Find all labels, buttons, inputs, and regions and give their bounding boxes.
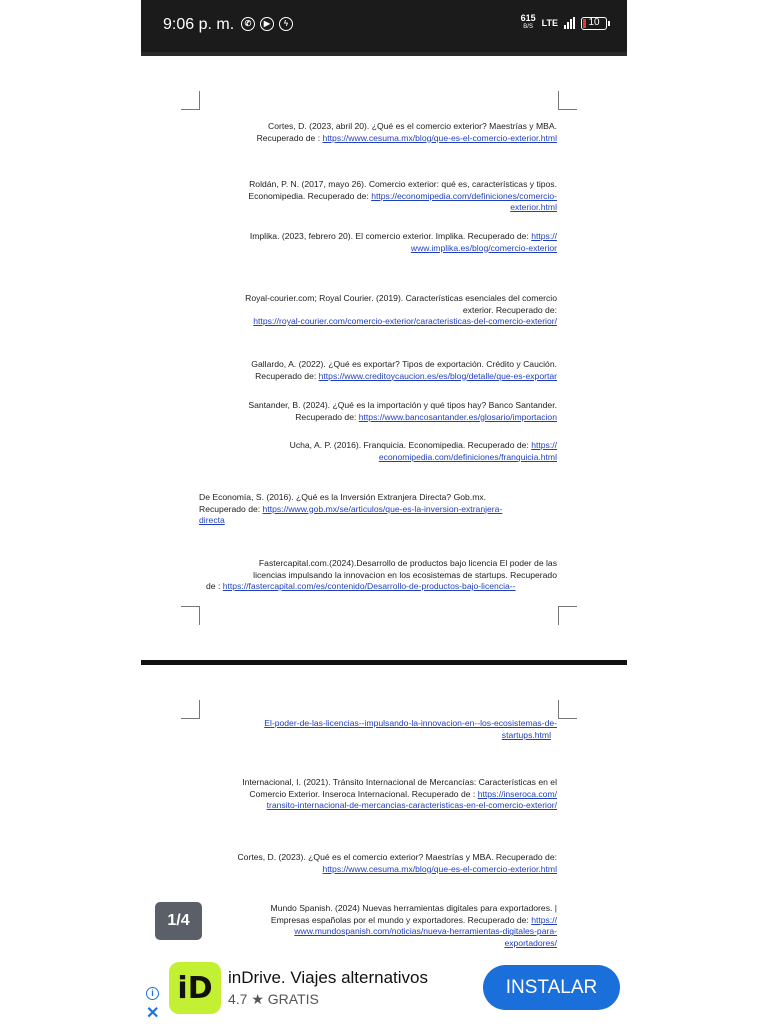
ad-banner[interactable] [141, 955, 627, 1024]
reference-entry: Fastercapital.com.(2024).Desarrollo de productos bajo licencia El poder de las licencias impulsando la innovacion en los ecosistemas de startups. Recuperado de : https://fastercapital.com/es/contenido/Desarrollo-de-productos-bajo-licencia-- [206, 558, 557, 592]
ad-rating: 4.7 ★ GRATIS [228, 991, 319, 1007]
reference-link[interactable]: www.implika.es/blog/comercio-exterior [410, 242, 557, 253]
reference-link[interactable]: https:// [531, 231, 557, 241]
reference-entry: Ucha, A. P. (2016). Franquicia. Economipedia. Recuperado de: https:// economipedia.com/definiciones/franquicia.html [289, 440, 557, 462]
lte-indicator: LTE [541, 18, 558, 28]
network-speed: 615 B/S [520, 13, 536, 30]
reference-link[interactable]: directa [199, 515, 225, 526]
status-bar [141, 0, 627, 52]
battery-icon [581, 17, 607, 30]
indrive-logo[interactable]: iD [169, 962, 221, 1014]
signal-icon [564, 17, 575, 29]
reference-link[interactable]: El-poder-de-las-licencias--impulsando-la-innovacion-en--los-ecosistemas-de- [264, 718, 557, 728]
reference-entry: Cortes, D. (2023, abril 20). ¿Qué es el comercio exterior? Maestrías y MBA. Recuperado de : https://www.cesuma.mx/blog/que-es-el-comercio-exterior.html [256, 121, 557, 143]
ad-title[interactable]: inDrive. Viajes alternativos [228, 968, 428, 987]
reference-link[interactable]: https://inseroca.com/ [477, 788, 557, 799]
reference-link[interactable]: https://www.cesuma.mx/blog/que-es-el-comercio-exterior.html [322, 132, 557, 143]
ad-close-icon[interactable]: ✕ [146, 1005, 160, 1022]
page-indicator: 1/4 [155, 902, 202, 940]
crop-mark [181, 91, 200, 110]
messenger-icon: ϟ [279, 17, 293, 31]
crop-mark [181, 700, 200, 719]
reference-entry: Internacional, I. (2021). Tránsito Internacional de Mercancías: Características en el Comercio Exterior. Inseroca Internacional. Recuperado de : https://inseroca.com/ transito-internacional-de-mercancias-caracteristicas-en-el-comercio-exterior/ [242, 777, 557, 811]
reference-link[interactable]: https://www.creditoycaucion.es/es/blog/detalle/que-es-exportar [318, 370, 557, 381]
crop-mark [181, 606, 200, 625]
reference-entry: Santander, B. (2024). ¿Qué es la importación y qué tipos hay? Banco Santander. Recuperado de: https://www.bancosantander.es/glosario/importacion [248, 400, 557, 422]
page-separator [141, 660, 627, 665]
reference-link[interactable]: https://www.bancosantander.es/glosario/importacion [358, 411, 557, 422]
reference-link[interactable]: transito-internacional-de-mercancias-caracteristicas-en-el-comercio-exterior/ [266, 800, 557, 811]
reference-entry: Gallardo, A. (2022). ¿Qué es exportar? Tipos de exportación. Crédito y Caución. Recuperado de: https://www.creditoycaucion.es/es/blog/detalle/que-es-exportar [251, 359, 557, 381]
battery-level: 10 [588, 16, 600, 28]
whatsapp-icon: ✆ [241, 17, 255, 31]
reference-entry: Roldán, P. N. (2017, mayo 26). Comercio exterior: qué es, características y tipos. Economipedia. Recuperado de: https://economipedia.com/definiciones/comercio- exterior.html [248, 179, 557, 213]
reference-link[interactable]: exportadores/ [504, 937, 557, 948]
reference-entry: Royal-courier.com; Royal Courier. (2019). Características esenciales del comercio exterior. Recuperado de: https://royal-courier.com/comercio-exterior/caracteristicas-del-comercio-exterior/ [245, 293, 557, 327]
crop-mark [558, 606, 577, 625]
youtube-icon: ▶ [260, 17, 274, 31]
status-time: 9:06 p. m. [163, 16, 235, 33]
reference-link[interactable]: https:// [531, 440, 557, 450]
reference-link[interactable]: https://royal-courier.com/comercio-exterior/caracteristicas-del-comercio-exterior/ [253, 316, 557, 327]
notification-icons [241, 17, 293, 31]
reference-entry: De Economía, S. (2016). ¿Qué es la Inversión Extranjera Directa? Gob.mx. Recuperado de: https://www.gob.mx/se/articulos/que-es-la-inversion-extranjera- directa [199, 492, 503, 526]
reference-entry [200, 718, 557, 741]
reference-entry: Cortes, D. (2023). ¿Qué es el comercio exterior? Maestrías y MBA. Recuperado de: https://www.cesuma.mx/blog/que-es-el-comercio-exterior.html [237, 852, 557, 874]
reference-link[interactable]: https://economipedia.com/definiciones/comercio- [371, 190, 557, 201]
reference-link[interactable]: https://www.cesuma.mx/blog/que-es-el-comercio-exterior.html [322, 863, 557, 874]
reference-link[interactable]: https://fastercapital.com/es/contenido/Desarrollo-de-productos-bajo-licencia-- [222, 581, 516, 592]
status-right [521, 14, 607, 32]
reference-link[interactable]: https:// [531, 914, 557, 925]
ad-info-icon[interactable]: i [146, 987, 159, 1000]
reference-link[interactable]: https://www.gob.mx/se/articulos/que-es-la-inversion-extranjera- [262, 503, 503, 514]
toolbar-divider [141, 52, 627, 56]
reference-link[interactable]: startups.html [501, 729, 551, 740]
reference-entry: Implika. (2023, febrero 20). El comercio exterior. Implika. Recuperado de: https:// www.implika.es/blog/comercio-exterior [249, 231, 557, 253]
reference-link[interactable]: www.mundospanish.com/noticias/nueva-herramientas-digitales-para- [294, 926, 557, 937]
reference-entry: Mundo Spanish. (2024) Nuevas herramientas digitales para exportadores. | Empresas españolas por el mundo y exportadores. Recuperado de: https:// www.mundospanish.com/noticias/nueva-herramientas-digitales-para- exportadores/ [270, 903, 557, 948]
crop-mark [558, 700, 577, 719]
crop-mark [558, 91, 577, 110]
install-button[interactable]: INSTALAR [483, 965, 620, 1010]
reference-link[interactable]: economipedia.com/definiciones/franquicia.html [378, 451, 557, 462]
reference-link[interactable]: exterior.html [510, 202, 557, 213]
